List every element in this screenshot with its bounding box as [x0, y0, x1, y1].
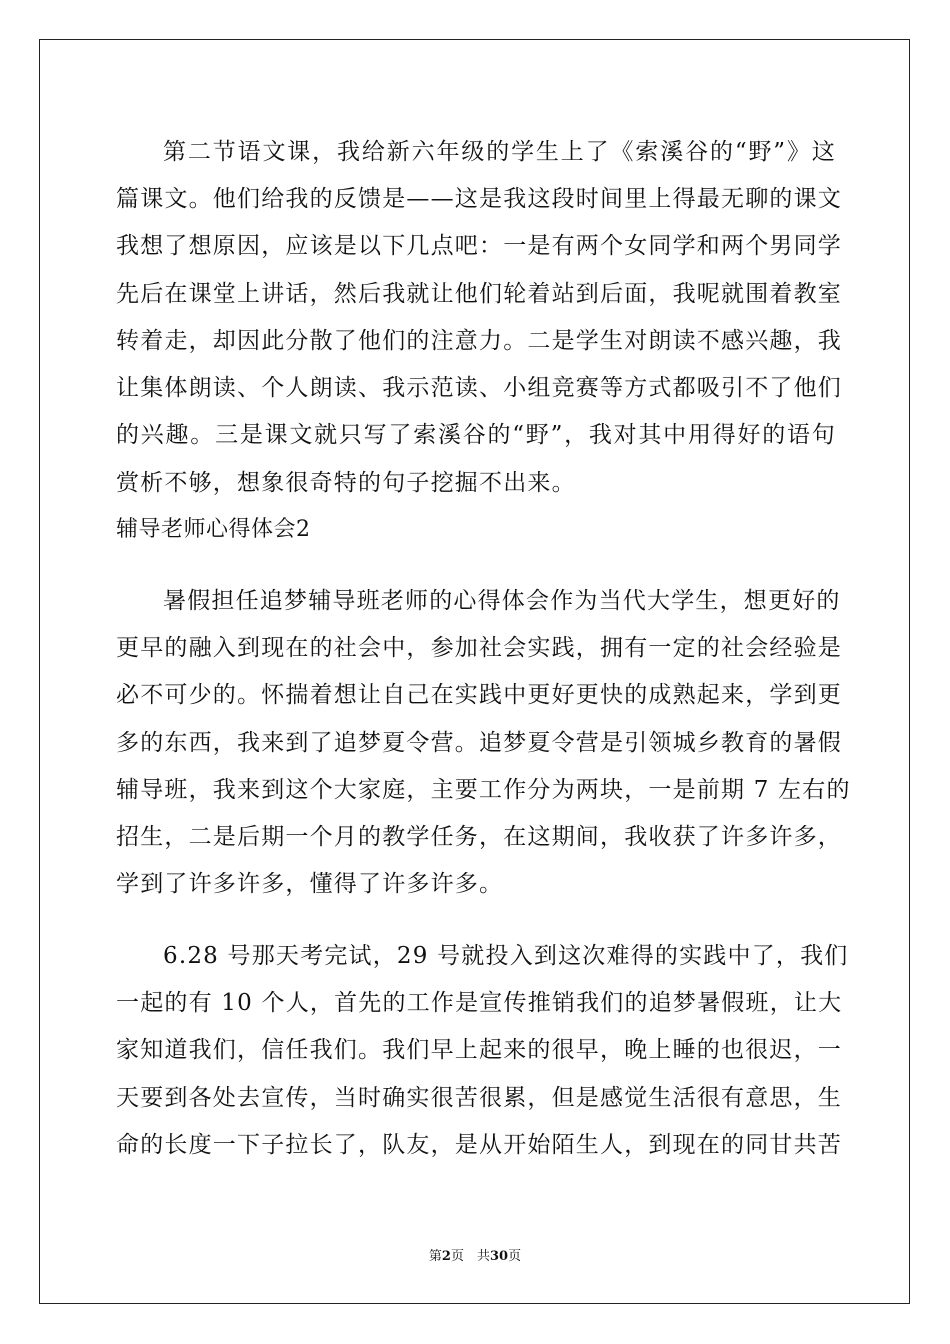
page-footer	[0, 1245, 950, 1264]
current-page-number: 2	[441, 1249, 451, 1264]
paragraph-line: 招生，二是后期一个月的教学任务，在这期间，我收获了许多许多，	[116, 824, 842, 850]
paragraph-line: 命的长度一下子拉长了，队友，是从开始陌生人，到现在的同甘共苦	[116, 1132, 842, 1158]
footer-prefix: 第	[428, 1249, 442, 1264]
paragraph-line: 转着走，却因此分散了他们的注意力。二是学生对朗读不感兴趣，我	[116, 328, 842, 354]
section-heading: 辅导老师心得体会2	[116, 517, 311, 542]
paragraph-line: 先后在课堂上讲话，然后我就让他们轮着站到后面，我呢就围着教室	[116, 281, 842, 307]
paragraph-line: 天要到各处去宣传，当时确实很苦很累，但是感觉生活很有意思，生	[116, 1085, 842, 1111]
paragraph-line: 辅导班，我来到这个大家庭，主要工作分为两块，一是前期 7 左右的	[116, 777, 851, 803]
paragraph-line: 赏析不够，想象很奇特的句子挖掘不出来。	[116, 470, 576, 496]
paragraph-line: 我想了想原因，应该是以下几点吧：一是有两个女同学和两个男同学	[116, 233, 842, 259]
paragraph-line: 必不可少的。怀揣着想让自己在实践中更好更快的成熟起来，学到更	[116, 682, 842, 708]
paragraph-line: 6.28 号那天考完试，29 号就投入到这次难得的实践中了，我们	[163, 943, 849, 969]
paragraph-line: 多的东西，我来到了追梦夏令营。追梦夏令营是引领城乡教育的暑假	[116, 730, 842, 756]
paragraph-line: 学到了许多许多，懂得了许多许多。	[116, 871, 504, 897]
paragraph-line: 一起的有 10 个人，首先的工作是宣传推销我们的追梦暑假班，让大	[116, 990, 843, 1016]
paragraph-line: 的兴趣。三是课文就只写了索溪谷的“野”，我对其中用得好的语句	[116, 422, 836, 448]
page-border	[39, 39, 910, 1304]
footer-suffix: 页	[508, 1249, 522, 1264]
paragraph-line: 更早的融入到现在的社会中，参加社会实践，拥有一定的社会经验是	[116, 635, 842, 661]
paragraph-line: 暑假担任追梦辅导班老师的心得体会作为当代大学生，想更好的	[163, 588, 841, 614]
paragraph-line: 第二节语文课，我给新六年级的学生上了《索溪谷的“野”》这	[163, 139, 836, 165]
paragraph-line: 篇课文。他们给我的反馈是——这是我这段时间里上得最无聊的课文	[116, 186, 842, 212]
paragraph-line: 家知道我们，信任我们。我们早上起来的很早，晚上睡的也很迟，一	[116, 1037, 842, 1063]
total-pages-number: 30	[489, 1249, 509, 1264]
footer-mid: 页 共	[450, 1249, 490, 1264]
paragraph-line: 让集体朗读、个人朗读、我示范读、小组竞赛等方式都吸引不了他们	[116, 375, 842, 401]
